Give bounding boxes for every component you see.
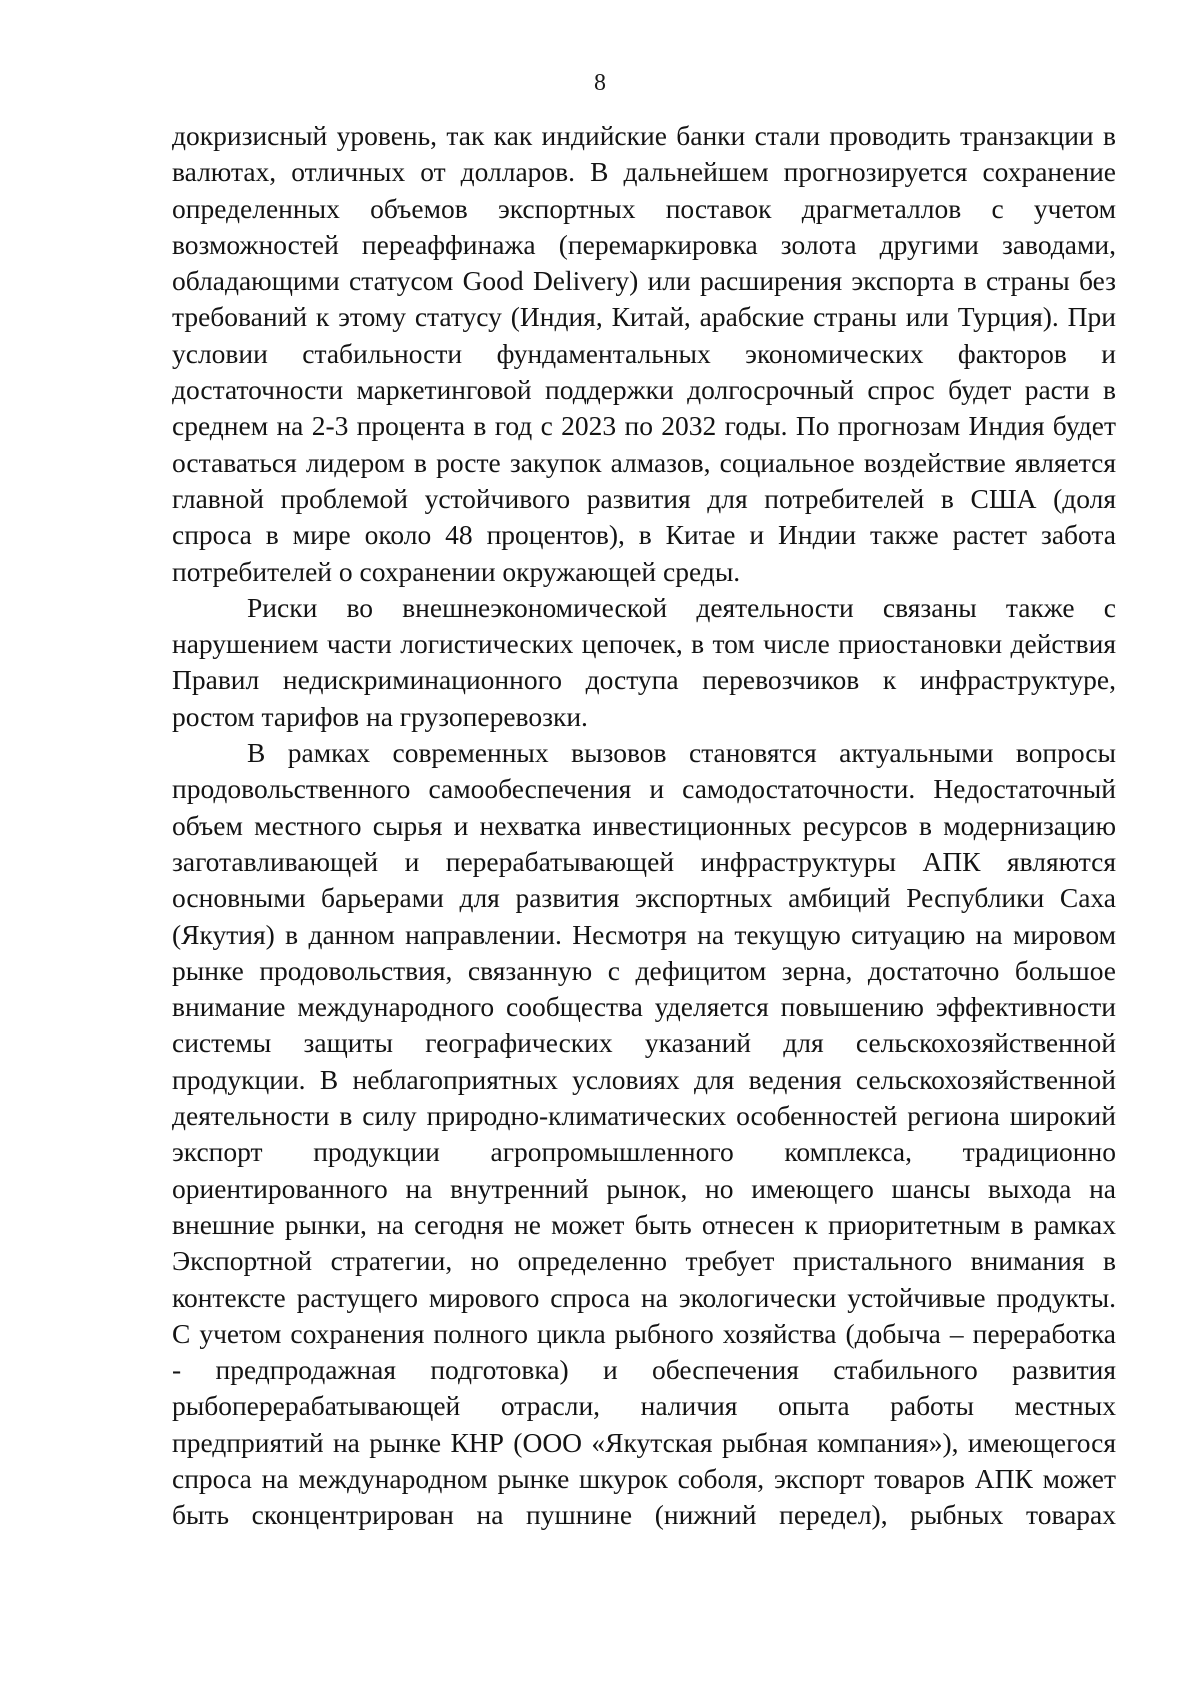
text-line: главной проблемой устойчивого развития для потребителей в США (доля: [172, 482, 1116, 514]
text-line: системы защиты географических указаний для сельскохозяйственной: [172, 1027, 1116, 1059]
text-line: условии стабильности фундаментальных экономических факторов и: [172, 337, 1116, 369]
text-line: Риски во внешнеэкономической деятельности связаны также с: [247, 591, 1116, 623]
text-line: определенных объемов экспортных поставок драгметаллов с учетом: [172, 192, 1116, 224]
text-line: рыбоперерабатывающей отрасли, наличия опыта работы местных: [172, 1390, 1116, 1422]
text-line: Экспортной стратегии, но определенно требует пристального внимания в: [172, 1245, 1116, 1277]
text-line: достаточности маркетинговой поддержки долгосрочный спрос будет расти в: [172, 374, 1116, 406]
text-line: С учетом сохранения полного цикла рыбного хозяйства (добыча – переработка: [172, 1317, 1116, 1349]
text-line: рынке продовольствия, связанную с дефицитом зерна, достаточно большое: [172, 954, 1116, 986]
text-line: среднем на 2-3 процента в год с 2023 по 2032 годы. По прогнозам Индия будет: [172, 410, 1116, 442]
text-line: экспорт продукции агропромышленного комплекса, традиционно: [172, 1136, 1116, 1168]
text-line: продукции. В неблагоприятных условиях для ведения сельскохозяйственной: [172, 1063, 1116, 1095]
text-line: внешние рынки, на сегодня не может быть отнесен к приоритетным в рамках: [172, 1208, 1116, 1240]
text-line: оставаться лидером в росте закупок алмазов, социальное воздействие является: [172, 446, 1116, 478]
text-line: предприятий на рынке КНР (ООО «Якутская рыбная компания»), имеющегося: [172, 1426, 1116, 1458]
text-line: продовольственного самообеспечения и самодостаточности. Недостаточный: [172, 773, 1116, 805]
text-line: контексте растущего мирового спроса на экологически устойчивые продукты.: [172, 1281, 1116, 1313]
text-line: ростом тарифов на грузоперевозки.: [172, 700, 588, 732]
text-line: объем местного сырья и нехватка инвестиционных ресурсов в модернизацию: [172, 809, 1116, 841]
text-line: требований к этому статусу (Индия, Китай, арабские страны или Турция). При: [172, 301, 1116, 333]
text-line: Правил недискриминационного доступа перевозчиков к инфраструктуре,: [172, 664, 1116, 696]
text-line: валютах, отличных от долларов. В дальнейшем прогнозируется сохранение: [172, 156, 1116, 188]
text-line: (Якутия) в данном направлении. Несмотря на текущую ситуацию на мировом: [172, 918, 1116, 950]
text-line: заготавливающей и перерабатывающей инфраструктуры АПК являются: [172, 845, 1116, 877]
text-line: - предпродажная подготовка) и обеспечения стабильного развития: [172, 1354, 1116, 1386]
text-line: В рамках современных вызовов становятся актуальными вопросы: [247, 737, 1116, 769]
text-line: деятельности в силу природно-климатических особенностей региона широкий: [172, 1100, 1116, 1132]
page-number: 8: [594, 70, 606, 96]
text-line: спроса на международном рынке шкурок соболя, экспорт товаров АПК может: [172, 1462, 1116, 1494]
text-line: основными барьерами для развития экспортных амбиций Республики Саха: [172, 882, 1116, 914]
text-line: возможностей переаффинажа (перемаркировка золота другими заводами,: [172, 228, 1116, 260]
text-line: ориентированного на внутренний рынок, но имеющего шансы выхода на: [172, 1172, 1116, 1204]
text-line: спроса в мире около 48 процентов), в Китае и Индии также растет забота: [172, 519, 1116, 551]
text-line: нарушением части логистических цепочек, в том числе приостановки действия: [172, 628, 1116, 660]
text-line: внимание международного сообщества уделяется повышению эффективности: [172, 991, 1116, 1023]
body-text: [172, 118, 1116, 1534]
text-line: потребителей о сохранении окружающей среды.: [172, 555, 741, 587]
text-line: докризисный уровень, так как индийские банки стали проводить транзакции в: [172, 120, 1116, 151]
text-line: быть сконцентрирован на пушнине (нижний передел), рыбных товарах: [172, 1499, 1116, 1531]
text-line: обладающими статусом Good Delivery) или расширения экспорта в страны без: [172, 265, 1116, 297]
